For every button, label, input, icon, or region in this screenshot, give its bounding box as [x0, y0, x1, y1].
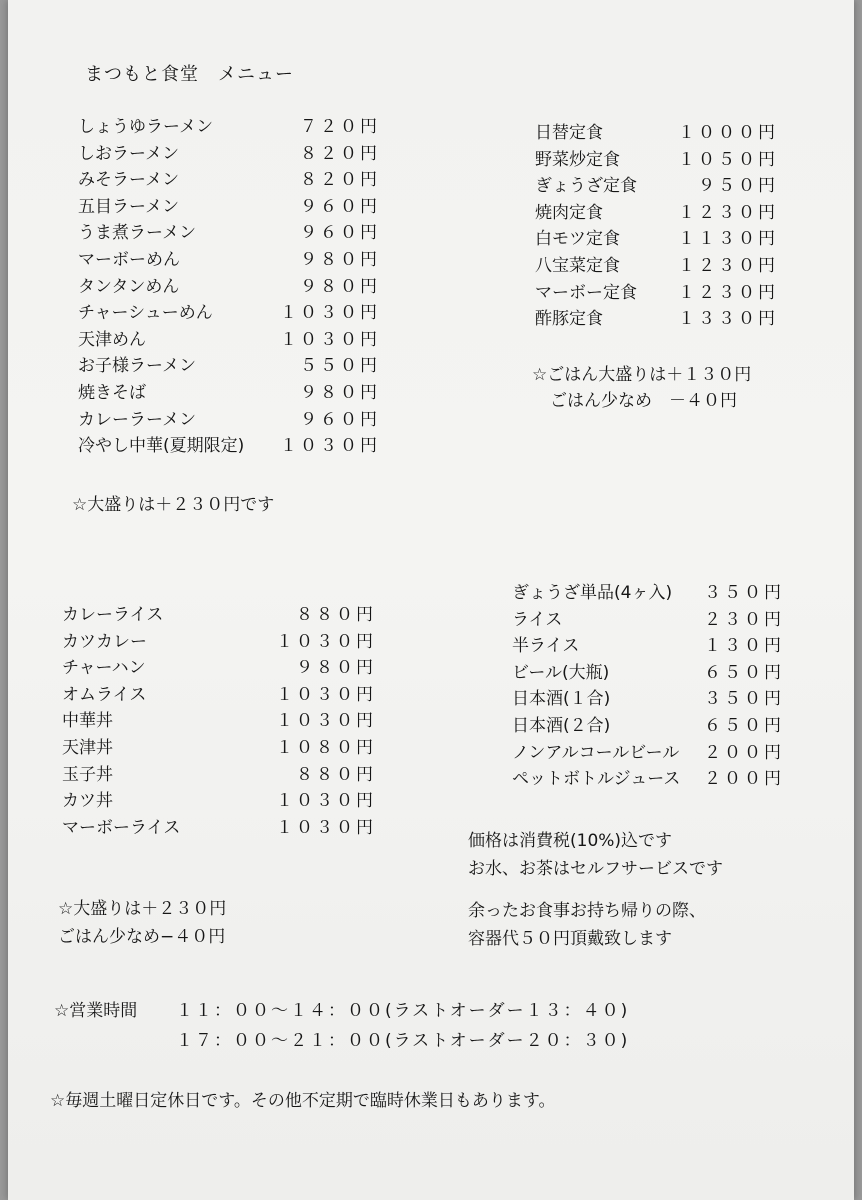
teishoku-menu-row	[535, 173, 778, 200]
item-price: １３３０円	[678, 309, 778, 330]
item-name: カレーラーメン	[78, 409, 197, 430]
item-name: 玉子丼	[62, 764, 113, 785]
ramen-menu-row	[78, 114, 380, 141]
item-name: チャーハン	[62, 658, 146, 679]
tax-info: 価格は消費税(10%)込です	[468, 831, 673, 851]
item-name: マーボーめん	[78, 249, 180, 270]
item-price: １１３０円	[678, 229, 778, 250]
item-name: タンタンめん	[78, 276, 180, 297]
item-name: オムライス	[62, 684, 147, 705]
item-price: １０３０円	[276, 791, 376, 812]
item-name: ノンアルコールビール	[512, 742, 680, 763]
rice-menu-row	[62, 762, 376, 789]
ramen-menu-row	[78, 300, 380, 327]
teishoku-menu-row	[535, 147, 778, 174]
item-price: １０８０円	[276, 737, 376, 758]
item-price: ９８０円	[300, 276, 380, 297]
item-name: みそラーメン	[78, 170, 180, 191]
item-price: ９８０円	[300, 382, 380, 403]
item-price: ９６０円	[300, 196, 380, 217]
item-name: カレーライス	[62, 605, 164, 625]
item-name: ぎょうざ定食	[535, 176, 637, 197]
item-price: ５５０円	[300, 356, 380, 377]
item-name: 半ライス	[512, 636, 580, 657]
teishoku-menu-row	[535, 120, 778, 147]
item-price: １２３０円	[678, 255, 778, 276]
item-name: 酢豚定食	[535, 309, 603, 330]
item-price: ３５０円	[704, 583, 784, 603]
business-hours-dinner: １７：００〜２１：００(ラストオーダー２０：３０)	[176, 1031, 630, 1051]
item-name: 冷やし中華(夏期限定)	[78, 436, 245, 457]
item-price: １０３０円	[280, 329, 380, 350]
teishoku-menu-row	[535, 280, 778, 307]
sides-menu-row	[512, 580, 784, 607]
sides-menu-row	[512, 740, 784, 767]
item-price: １０００円	[678, 123, 778, 143]
item-price: ９８０円	[300, 249, 380, 270]
rice-menu-row	[62, 602, 376, 629]
item-name: 八宝菜定食	[535, 255, 620, 276]
rice-large-size-note: ☆大盛りは＋２３０円	[58, 899, 227, 919]
item-price: ９６０円	[300, 223, 380, 244]
item-price: ８２０円	[300, 143, 380, 164]
item-name: チャーシューめん	[78, 303, 213, 324]
ramen-menu-row	[78, 327, 380, 354]
item-price: １０３０円	[276, 684, 376, 705]
ramen-menu-list	[78, 114, 380, 460]
item-price: １０３０円	[280, 303, 380, 324]
rice-menu-row	[62, 815, 376, 842]
teishoku-menu-row	[535, 306, 778, 333]
item-name: 五目ラーメン	[78, 196, 180, 217]
item-name: 天津丼	[62, 737, 113, 758]
ramen-menu-row	[78, 380, 380, 407]
business-hours-lunch: １１：００〜１４：００(ラストオーダー１３：４０)	[176, 1001, 630, 1021]
item-name: カツカレー	[62, 631, 147, 652]
item-name: 白モツ定食	[535, 229, 620, 250]
sides-menu-row	[512, 766, 784, 793]
item-name: ペットボトルジュース	[512, 769, 681, 790]
ramen-large-size-note: ☆大盛りは＋２３０円です	[72, 495, 275, 515]
rice-menu-row	[62, 788, 376, 815]
item-name: 中華丼	[62, 711, 113, 732]
item-price: ２００円	[704, 742, 784, 763]
rice-menu-list	[62, 602, 376, 841]
ramen-menu-row	[78, 194, 380, 221]
item-name: うま煮ラーメン	[78, 223, 197, 244]
item-price: １０５０円	[678, 149, 778, 170]
ramen-menu-row	[78, 353, 380, 380]
item-price: ９５０円	[698, 176, 778, 197]
ramen-menu-row	[78, 167, 380, 194]
container-fee-info: 容器代５０円頂戴致します	[468, 929, 672, 949]
ramen-menu-row	[78, 407, 380, 434]
rice-menu-row	[62, 682, 376, 709]
item-price: ２００円	[704, 769, 784, 790]
item-name: 焼肉定食	[535, 202, 603, 223]
sides-drinks-menu-list	[512, 580, 784, 793]
item-name: ライス	[512, 609, 563, 630]
ramen-menu-row	[78, 247, 380, 274]
item-price: ２３０円	[704, 609, 784, 630]
teishoku-menu-row	[535, 200, 778, 227]
teishoku-menu-row	[535, 253, 778, 280]
takeout-info: 余ったお食事お持ち帰りの際、	[468, 901, 706, 921]
teishoku-rice-less-note: ごはん少なめ －４０円	[550, 391, 737, 411]
item-price: １０３０円	[280, 436, 380, 457]
item-name: お子様ラーメン	[78, 356, 197, 377]
item-price: １３０円	[704, 636, 784, 657]
item-name: 野菜炒定食	[535, 149, 620, 170]
item-name: 天津めん	[78, 329, 146, 350]
item-price: １０３０円	[276, 817, 376, 838]
item-price: ９８０円	[296, 658, 376, 679]
rice-menu-row	[62, 655, 376, 682]
ramen-menu-row	[78, 433, 380, 460]
item-price: １２３０円	[678, 202, 778, 223]
rice-menu-row	[62, 708, 376, 735]
item-name: ぎょうざ単品(4ヶ入)	[512, 583, 673, 603]
item-name: ビール(大瓶)	[512, 662, 610, 683]
item-name: マーボーライス	[62, 817, 181, 838]
item-price: １０３０円	[276, 711, 376, 732]
item-name: しおラーメン	[78, 143, 180, 164]
sides-menu-row	[512, 633, 784, 660]
ramen-menu-row	[78, 274, 380, 301]
item-name: 焼きそば	[78, 382, 146, 403]
item-name: 日替定食	[535, 123, 603, 143]
item-name: カツ丼	[62, 791, 113, 812]
item-name: 日本酒(１合)	[512, 689, 611, 710]
sides-menu-row	[512, 686, 784, 713]
item-price: ３５０円	[704, 689, 784, 710]
rice-less-note: ごはん少なめ−４０円	[58, 927, 226, 947]
item-price: ７２０円	[300, 117, 380, 137]
self-service-info: お水、お茶はセルフサービスです	[468, 859, 723, 879]
item-price: ８２０円	[300, 170, 380, 191]
item-price: ９６０円	[300, 409, 380, 430]
item-price: ６５０円	[704, 715, 784, 736]
ramen-menu-row	[78, 220, 380, 247]
teishoku-menu-row	[535, 226, 778, 253]
item-price: ８８０円	[296, 764, 376, 785]
ramen-menu-row	[78, 141, 380, 168]
menu-title: まつもと食堂 メニュー	[85, 64, 294, 85]
teishoku-menu-list	[535, 120, 778, 333]
item-price: １０３０円	[276, 631, 376, 652]
rice-menu-row	[62, 735, 376, 762]
business-hours-label: ☆営業時間	[54, 1001, 138, 1021]
item-name: しょうゆラーメン	[78, 117, 214, 137]
item-name: マーボー定食	[535, 282, 637, 303]
teishoku-rice-large-note: ☆ごはん大盛りは＋１３０円	[532, 365, 752, 385]
sides-menu-row	[512, 713, 784, 740]
closed-days-note: ☆毎週土曜日定休日です。その他不定期で臨時休業日もあります。	[50, 1091, 556, 1111]
rice-menu-row	[62, 629, 376, 656]
item-price: １２３０円	[678, 282, 778, 303]
sides-menu-row	[512, 607, 784, 634]
item-price: ８８０円	[296, 605, 376, 625]
item-name: 日本酒(２合)	[512, 715, 611, 736]
item-price: ６５０円	[704, 662, 784, 683]
sides-menu-row	[512, 660, 784, 687]
